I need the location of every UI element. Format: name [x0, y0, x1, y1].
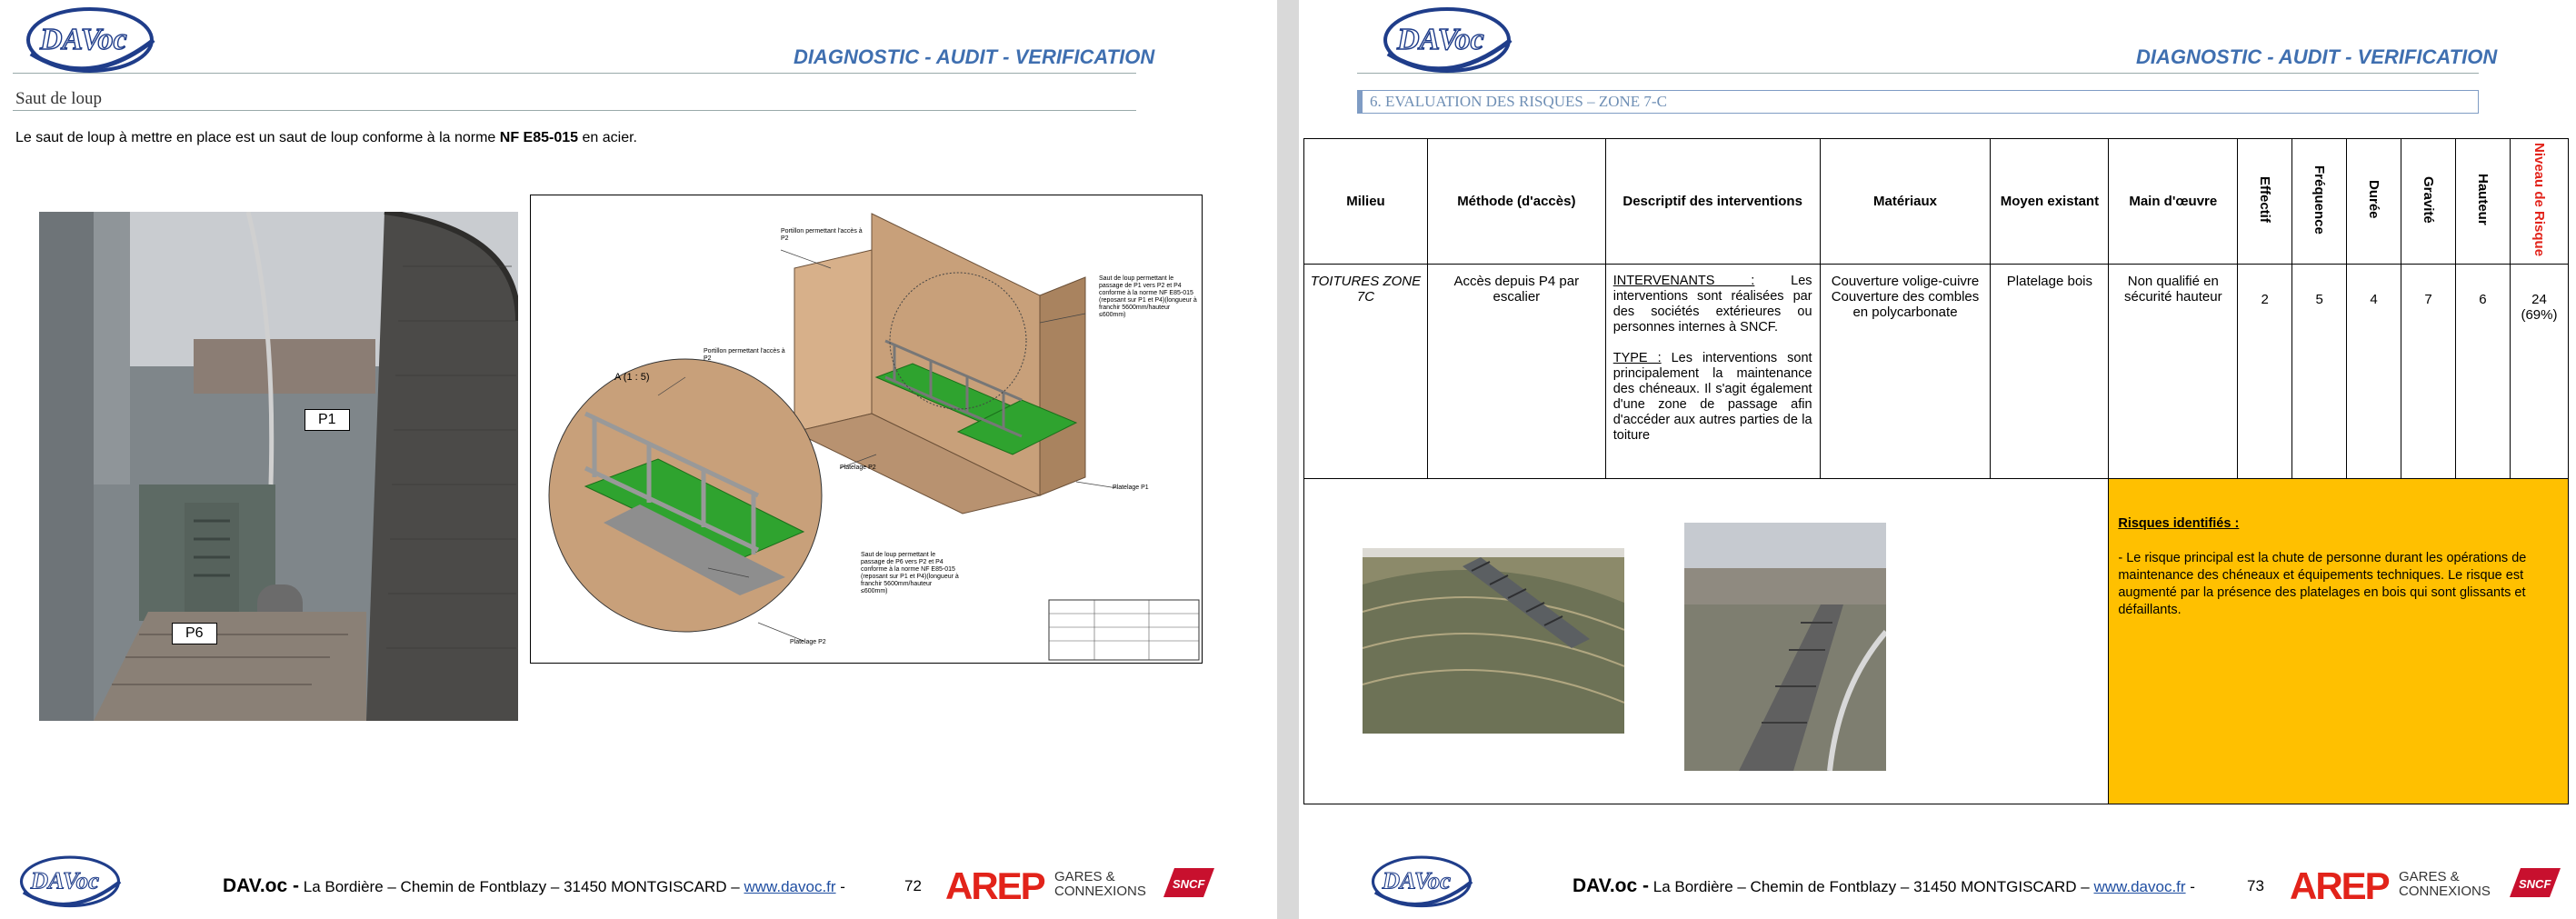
body-paragraph: [15, 130, 637, 146]
col-header-gravite: [2401, 139, 2456, 265]
type-text: Les interventions sont principalement la maintenance des chéneaux. Il s'agit également d'une zone de passage afin d'accéder aux autres parties de la toiture: [1612, 351, 1812, 444]
svg-text:DAVoc: DAVoc: [1382, 866, 1451, 894]
type-label: TYPE :: [1612, 351, 1662, 366]
page-footer: [0, 846, 1277, 919]
cell-gravite: 7: [2401, 265, 2456, 479]
niveau-pct: (69%): [2521, 307, 2558, 324]
gutter-photo-1: [1363, 548, 1624, 734]
gares-connexions-logo: [1054, 870, 1146, 899]
hauteur-label: Hauteur: [2474, 174, 2491, 225]
cell-frequence: 5: [2292, 265, 2347, 479]
gravite-label: Gravité: [2421, 175, 2437, 224]
col-header-main-oeuvre: Main d'œuvre: [2109, 139, 2238, 265]
gc-line1: GARES &: [2399, 869, 2460, 884]
drawing-callout-7: Platelage P2: [790, 639, 826, 645]
rooftop-photo: [39, 212, 518, 721]
cell-effectif: 2: [2238, 265, 2292, 479]
gc-line2: CONNEXIONS: [2399, 884, 2491, 899]
intervenants-text: Les interventions sont réalisées par des sociétés extérieures ou personnes internes à SNCF.: [1612, 274, 1812, 335]
page-number: 72: [904, 877, 922, 894]
paragraph-text-pre: Le saut de loup à mettre en place est un saut de loup conforme à la norme: [15, 130, 500, 145]
drawing-callout-5: Platelage P1: [1113, 484, 1149, 491]
svg-text:DAVoc: DAVoc: [30, 866, 99, 894]
drawing-callout-4: Platelage P2: [840, 464, 876, 471]
sncf-logo: [2508, 866, 2562, 899]
cell-niveau-risque: [2510, 265, 2568, 479]
effectif-label: Effectif: [2257, 176, 2273, 223]
arep-logo: AREP: [2290, 864, 2389, 907]
footer-address: [1573, 875, 2195, 897]
drawing-callout-1: Portillon permettant l'accès à P2: [781, 228, 863, 242]
paragraph-norm: NF E85-015: [499, 130, 579, 145]
document-page-73: [1299, 0, 2576, 919]
drawing-callout-6: Saut de loup permettant le passage de P6 vers P2 et P4 conforme à la norme NF E85-015 (reposant sur P1 et P4)(longueur à franchir 5600mm/hauteur ≤600mm): [861, 552, 959, 594]
risk-evaluation-table: [1303, 138, 2569, 804]
col-header-moyen: Moyen existant: [1991, 139, 2109, 265]
footer-dash: -: [835, 878, 845, 895]
col-header-materiaux: Matériaux: [1820, 139, 1991, 265]
intervenants-label: INTERVENANTS :: [1612, 274, 1755, 289]
svg-text:SNCF: SNCF: [1173, 877, 1205, 891]
paragraph-text-post: en acier.: [578, 130, 637, 145]
davoc-logo: [22, 4, 158, 75]
footer-website-link[interactable]: www.davoc.fr: [2093, 878, 2186, 895]
gc-line1: GARES &: [1054, 869, 1115, 884]
cell-hauteur: 6: [2455, 265, 2510, 479]
footer-address: [223, 875, 845, 897]
section-rule: [13, 110, 1136, 111]
col-header-hauteur: [2455, 139, 2510, 265]
technical-drawing: [530, 195, 1203, 664]
drawing-detail-label: A (1 : 5): [614, 372, 650, 383]
cell-duree: 4: [2347, 265, 2401, 479]
davoc-logo: [1379, 4, 1515, 75]
drawing-callout-2: Saut de loup permettant le passage de P1 vers P2 et P4 conforme à la norme NF E85-015 (reposant sur P1 et P4)(longueur à franchir 5600mm/hauteur ≤600mm): [1099, 275, 1197, 318]
niveau-risque-label: Niveau de Risque: [2531, 143, 2547, 257]
document-page-72: [0, 0, 1277, 919]
photo-label-p1: P1: [305, 409, 350, 431]
risks-title: Risques identifiés :: [2118, 516, 2240, 532]
gutter-photo-2: [1684, 523, 1886, 771]
cell-materiaux: Couverture volige-cuivre Couverture des combles en polycarbonate: [1820, 265, 1991, 479]
page-footer: [1299, 846, 2576, 919]
section-title: 6. EVALUATION DES RISQUES – ZONE 7-C: [1370, 93, 1667, 110]
table-row: [1304, 265, 2569, 479]
footer-davoc-logo: [16, 852, 124, 910]
page-header: DIAGNOSTIC - AUDIT - VERIFICATION: [794, 45, 1155, 68]
footer-company: DAV.oc -: [223, 875, 300, 896]
svg-text:SNCF: SNCF: [2519, 877, 2551, 891]
duree-label: Durée: [2366, 180, 2382, 219]
col-header-niveau-risque: [2510, 139, 2568, 265]
logo-text: DAVoc: [1397, 23, 1484, 56]
cell-milieu: TOITURES ZONE 7C: [1304, 265, 1428, 479]
footer-company: DAV.oc -: [1573, 875, 1650, 896]
section-title: Saut de loup: [15, 89, 102, 108]
drawing-callout-3: Portillon permettant l'accès à P2: [704, 348, 785, 362]
col-header-effectif: [2238, 139, 2292, 265]
cell-descriptif: [1605, 265, 1820, 479]
col-header-duree: [2347, 139, 2401, 265]
cell-moyen: Platelage bois: [1991, 265, 2109, 479]
risks-text: - Le risque principal est la chute de personne durant les opérations de maintenance des chéneaux et équipements techniques. Le risque est augmenté par la présence des platelages en bois qui sont glissants et défaillants.: [2118, 551, 2527, 618]
footer-davoc-logo: [1368, 852, 1475, 910]
header-rule: [1357, 73, 2479, 74]
col-header-frequence: [2292, 139, 2347, 265]
arep-logo: AREP: [945, 864, 1044, 907]
footer-website-link[interactable]: www.davoc.fr: [744, 878, 836, 895]
col-header-descriptif: Descriptif des interventions: [1605, 139, 1820, 265]
cell-methode: Accès depuis P4 par escalier: [1427, 265, 1605, 479]
footer-dash: -: [2185, 878, 2195, 895]
photo-label-p6: P6: [172, 623, 217, 644]
table-header-row: [1304, 139, 2569, 265]
footer-address-text: La Bordière – Chemin de Fontblazy – 31450 MONTGISCARD –: [299, 878, 744, 895]
page-header: DIAGNOSTIC - AUDIT - VERIFICATION: [2136, 45, 2498, 68]
col-header-methode: Méthode (d'accès): [1427, 139, 1605, 265]
col-header-milieu: Milieu: [1304, 139, 1428, 265]
frequence-label: Fréquence: [2311, 165, 2328, 235]
gc-line2: CONNEXIONS: [1054, 884, 1146, 899]
gares-connexions-logo: [2399, 870, 2491, 899]
header-rule: [13, 73, 1136, 74]
niveau-value: 24: [2531, 292, 2547, 308]
page-number: 73: [2247, 877, 2264, 894]
photos-cell: [1304, 479, 2109, 804]
table-photo-row: [1304, 479, 2569, 804]
sncf-logo: [1162, 866, 1216, 899]
cell-main-oeuvre: Non qualifié en sécurité hauteur: [2109, 265, 2238, 479]
logo-text: DAVoc: [40, 23, 127, 56]
section-title-box: [1357, 90, 2479, 114]
risks-identified-cell: [2109, 479, 2569, 804]
footer-address-text: La Bordière – Chemin de Fontblazy – 31450 MONTGISCARD –: [1649, 878, 2094, 895]
